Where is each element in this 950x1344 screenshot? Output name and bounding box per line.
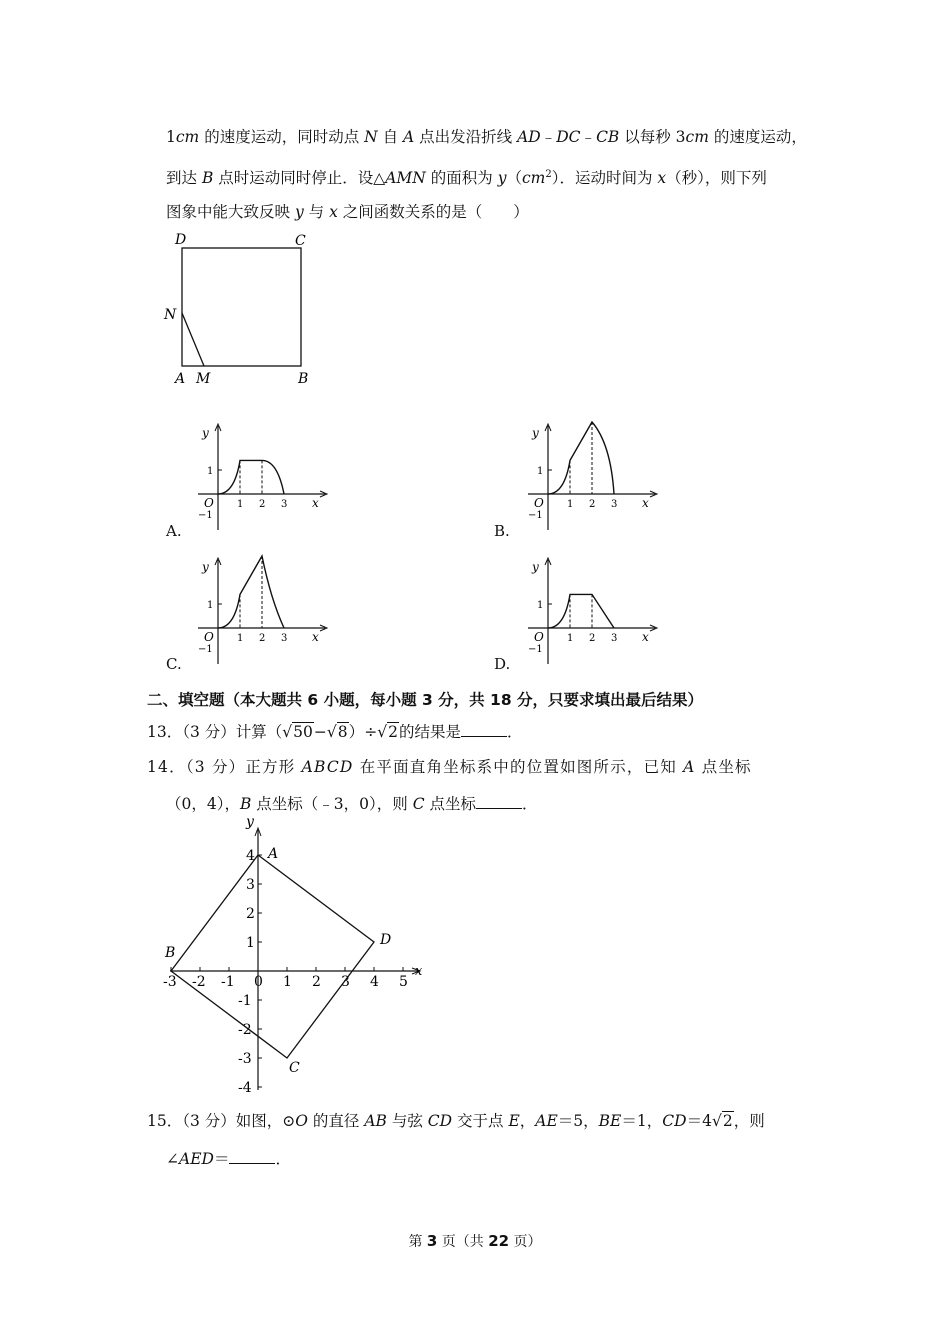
- y-tick-label: 4: [246, 848, 255, 864]
- x-tick-label: 3: [281, 633, 288, 644]
- y-tick-label: 1: [537, 466, 544, 477]
- point-label-D: D: [380, 932, 392, 948]
- q13-line: 13．（3 分）计算（√50−√8）÷√2的结果是 ．: [147, 723, 523, 741]
- y-tick-label: −1: [528, 510, 543, 521]
- y-tick-label: 1: [207, 466, 214, 477]
- option-a-label: A.: [166, 522, 182, 540]
- label-C: C: [295, 233, 306, 249]
- x-tick-label: 2: [259, 499, 266, 510]
- answer-blank: [476, 794, 522, 809]
- x-tick-label: -3: [163, 974, 177, 990]
- x-tick-label: 0: [254, 974, 263, 990]
- coordinate-square-figure: [160, 818, 435, 1093]
- function-curve: [218, 556, 284, 628]
- x-axis-label: x: [642, 496, 649, 510]
- y-axis-label: y: [202, 560, 209, 574]
- sqrt-sign: √: [711, 1112, 722, 1130]
- y-tick-label: −1: [198, 510, 213, 521]
- q15-line2: ∠AED＝ ．: [166, 1150, 291, 1168]
- function-curve: [548, 594, 614, 628]
- label-D: D: [175, 232, 187, 248]
- x-tick-label: 3: [281, 499, 288, 510]
- origin-label: O: [534, 630, 544, 644]
- origin-label: O: [204, 496, 214, 510]
- section2-heading: 二、填空题（本大题共 6 小题，每小题 3 分，共 18 分，只要求填出最后结果）: [147, 691, 704, 709]
- x-tick-label: -2: [192, 974, 206, 990]
- y-tick-label: -4: [238, 1080, 252, 1093]
- x-tick-label: 1: [237, 633, 244, 644]
- option-c-label: C.: [166, 655, 182, 673]
- y-tick-label: −1: [198, 644, 213, 655]
- x-tick-label: 3: [341, 974, 350, 990]
- label-B: B: [298, 371, 309, 387]
- y-tick-label: -3: [238, 1051, 252, 1067]
- sqrt-sign: √: [282, 723, 293, 741]
- answer-blank: [461, 722, 507, 737]
- point-label-B: B: [165, 945, 176, 961]
- x-tick-label: 2: [259, 633, 266, 644]
- q14-line2: （0，4），B 点坐标（﹣3，0），则 C 点坐标 ．: [166, 795, 538, 813]
- y-tick-label: -2: [238, 1022, 252, 1038]
- q12-line2: 到达 B 点时运动同时停止．设△AMN 的面积为 $y(cm^2)$．运动时间为 x（秒），则下列: [166, 169, 767, 188]
- y-tick-label: 1: [537, 600, 544, 611]
- y-axis-label: y: [532, 560, 539, 574]
- y-tick-label: 3: [246, 877, 255, 893]
- y-tick-label: −1: [528, 644, 543, 655]
- option-c-graph: [190, 552, 340, 667]
- y-tick-label: 2: [246, 906, 255, 922]
- x-tick-label: 2: [312, 974, 321, 990]
- x-tick-label: 1: [237, 499, 244, 510]
- x-tick-label: 5: [399, 974, 408, 990]
- y-axis-label: y: [532, 426, 539, 440]
- y-tick-label: 1: [207, 600, 214, 611]
- label-M: M: [196, 371, 211, 387]
- option-a-graph: [190, 418, 340, 533]
- x-axis-label: x: [312, 496, 319, 510]
- q14-line1: 14．（3 分）正方形 ABCD 在平面直角坐标系中的位置如图所示，已知 A 点坐标: [147, 758, 752, 776]
- x-tick-label: 1: [567, 633, 574, 644]
- function-curve: [548, 422, 614, 494]
- origin-label: O: [204, 630, 214, 644]
- q12-line1: 1cm 的速度运动，同时动点 N 自 A 点出发沿折线 AD﹣DC﹣CB 以每秒 3cm 的速度运动，: [166, 128, 807, 146]
- x-tick-label: 1: [283, 974, 292, 990]
- option-d-label: D.: [494, 655, 511, 673]
- option-d-graph: [520, 552, 670, 667]
- x-axis-label: x: [642, 630, 649, 644]
- y-axis-label: y: [246, 818, 254, 830]
- y-axis-label: y: [202, 426, 209, 440]
- point-label-A: A: [268, 846, 279, 862]
- x-tick-label: 3: [611, 633, 618, 644]
- q12-line3: 图象中能大致反映 y 与 x 之间函数关系的是（ ）: [166, 203, 529, 221]
- option-b-label: B.: [494, 522, 510, 540]
- x-tick-label: 2: [589, 633, 596, 644]
- page-footer: 第 3 页（共 22 页）: [408, 1232, 542, 1250]
- x-axis-label: x: [312, 630, 319, 644]
- point-label-C: C: [289, 1060, 300, 1076]
- x-tick-label: 1: [567, 499, 574, 510]
- square-abcd: [171, 855, 374, 1058]
- y-tick-label: -1: [238, 993, 252, 1009]
- x-tick-label: -1: [221, 974, 235, 990]
- label-N: N: [164, 307, 177, 323]
- y-tick-label: 1: [246, 935, 255, 951]
- origin-label: O: [534, 496, 544, 510]
- function-curve: [218, 460, 284, 494]
- x-axis-label: x: [415, 964, 423, 979]
- x-tick-label: 3: [611, 499, 618, 510]
- q15-line1: 15．（3 分）如图，⊙O 的直径 AB 与弦 CD 交于点 E，AE＝5，BE＝1，CD＝4√2，则: [147, 1112, 765, 1130]
- label-A: A: [175, 371, 186, 387]
- sqrt-sign: √: [377, 723, 388, 741]
- option-b-graph: [520, 418, 670, 533]
- sqrt-sign: √: [326, 723, 337, 741]
- answer-blank: [229, 1149, 275, 1164]
- x-tick-label: 2: [589, 499, 596, 510]
- x-tick-label: 4: [370, 974, 379, 990]
- square-figure: [158, 228, 328, 394]
